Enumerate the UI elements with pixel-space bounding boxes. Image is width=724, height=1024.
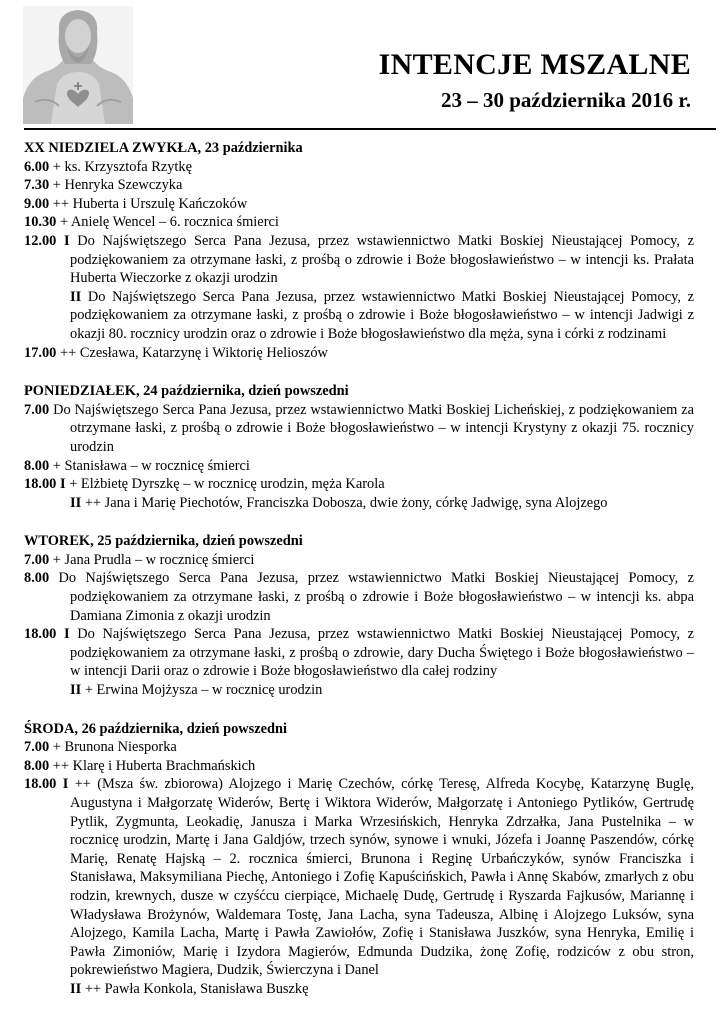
mass-entry: [24, 738, 694, 757]
intention-number: I: [62, 776, 69, 793]
mass-entry: [24, 457, 694, 476]
intention-text: Do Najświętszego Serca Pana Jezusa, przez wstawiennictwo Matki Boskiej Nieustającej Pomocy, z podziękowaniem za otrzymane łaski, z prośbą o zdrowie, dary Ducha Świętego i Boże błogosławieństwo – w intencji Darii oraz o zdrowie i Boże błogosławieństwo dla całej rodziny: [70, 626, 694, 680]
mass-entry: [24, 475, 694, 494]
mass-entry: [24, 494, 694, 513]
day-heading: WTOREK, 25 października, dzień powszedni: [24, 533, 303, 550]
intention-text: Do Najświętszego Serca Pana Jezusa, przez wstawiennictwo Matki Boskiej Nieustającej Pomocy, z podziękowaniem za otrzymane łaski, z prośbą o zdrowie i Boże błogosławieństwo – w intencji Jadwigi z okazji 80. rocznicy urodzin oraz o zdrowie i Boże błogosławieństwo dla męża, syna i córki z rodzinami: [70, 288, 694, 342]
mass-time: 7.00: [24, 401, 50, 418]
mass-entry: [24, 195, 694, 214]
intention-number: II: [70, 494, 82, 511]
date-range: 23 – 30 października 2016 r.: [440, 88, 691, 112]
mass-entry: [24, 176, 694, 195]
intention-text: + Brunona Niesporka: [52, 739, 177, 756]
intention-text: + Elżbietę Dyrszkę – w rocznicę urodzin, męża Karola: [69, 476, 385, 493]
day-section: [24, 382, 694, 512]
mass-time: 7.00: [24, 551, 50, 568]
mass-entry: [24, 213, 694, 232]
mass-entry: [24, 158, 694, 177]
mass-time: 7.30: [24, 177, 50, 194]
intention-text: ++ Pawła Konkola, Stanisława Buszkę: [84, 980, 309, 997]
mass-time: 9.00: [24, 195, 50, 212]
intention-number: II: [70, 682, 82, 699]
mass-time: 6.00: [24, 158, 50, 175]
page-header: [0, 0, 724, 135]
intention-text: Do Najświętszego Serca Pana Jezusa, przez wstawiennictwo Matki Boskiej Licheńskiej, z podziękowaniem za otrzymane łaski, z prośbą o zdrowie i Boże błogosławieństwo – w intencji Krystyny z okazji 75. rocznicy urodzin: [53, 401, 694, 455]
mass-entry: [24, 288, 694, 344]
mass-time: 18.00: [24, 626, 57, 643]
header-divider: [24, 128, 716, 130]
page-title: INTENCJE MSZALNE: [378, 48, 691, 81]
mass-entry: [24, 757, 694, 776]
mass-time: 18.00: [24, 776, 57, 793]
day-heading: PONIEDZIAŁEK, 24 października, dzień powszedni: [24, 383, 349, 400]
intention-text: Do Najświętszego Serca Pana Jezusa, przez wstawiennictwo Matki Boskiej Nieustającej Pomocy, z podziękowaniem za otrzymane łaski, z prośbą o zdrowie i Boże błogosławieństwo – w intencji ks. Prałata Huberta Wieczorke z okazji urodzin: [70, 232, 694, 287]
intention-number: I: [64, 626, 70, 643]
mass-entry: [24, 569, 694, 625]
intention-number: II: [70, 288, 82, 305]
intention-text: ++ Czesława, Katarzynę i Wiktorię Helioszów: [60, 344, 328, 361]
mass-time: 8.00: [24, 570, 50, 587]
intention-number: II: [70, 980, 82, 997]
day-section: [24, 720, 694, 999]
day-section: [24, 139, 694, 362]
mass-entry: [24, 401, 694, 457]
mass-entry: [24, 681, 694, 700]
intention-number: I: [60, 476, 66, 493]
mass-entry: [24, 625, 694, 681]
day-heading: XX NIEDZIELA ZWYKŁA, 23 października: [24, 140, 303, 156]
intention-text: + Henryka Szewczyka: [52, 177, 183, 194]
intention-text: ++ Klarę i Huberta Brachmańskich: [52, 757, 256, 774]
mass-time: 8.00: [24, 457, 50, 474]
mass-entry: [24, 232, 694, 288]
mass-time: 7.00: [24, 739, 50, 756]
intention-text: + Stanisława – w rocznicę śmierci: [52, 457, 250, 474]
mass-time: 10.30: [24, 214, 57, 231]
day-section: [24, 532, 694, 699]
mass-time: 8.00: [24, 757, 50, 774]
mass-entry: [24, 344, 694, 363]
intention-text: + Jana Prudla – w rocznicę śmierci: [52, 551, 255, 568]
intention-text: + Erwina Mojżysza – w rocznicę urodzin: [84, 682, 323, 699]
intention-text: ++ (Msza św. zbiorowa) Alojzego i Marię Czechów, córkę Teresę, Alfreda Kocybę, Katarzynę Buglę, Augustyna i Małgorzatę Widerów, Bertę i Wiktora Widerów, Małgorzatę i Antoniego Pytlików, Gertrudę Pytlik, Zygmunta, Leokadię, Janusza i Marka Wrzesińskich, Henryka Zdrzałka, Jana Pustelnika – w rocznicę urodzin, Martę i Jana Galdjów, trzech synów, synowe i wnuki, Józefa i Joannę Paszendów, córkę Marię, Renatę Hajską – 2. rocznica śmierci, Brunona i Reginę Urbańczyków, synów Franciszka i Stanisława, Maksymiliana Piechę, Antoniego i Zofię Kapuścińskich, Pawła i Annę Skabów, zmarłych z obu rodzin, krewnych, dusze w czyśćcu cierpiące, Michaelę Dudę, Gertrudę i Ryszarda Fajkusów, Mariannę i Władysława Brożynów, Waldemara Tostę, Jana Lacha, syna Tadeusza, Albinę i Alojzego Luksów, syna Alojzego, Kamila Lacha, Martę i Pawła Zawiołów, Zofię i Stanisława Juszków, syna Henryka, Emilię i Pawła Zimoniów, Marię i Izydora Magierów, Edmunda Dudzika, żonę Zofię, rodziców z obu stron, pokrewieństwo Magiera, Dudzik, Świerczyna i Danel: [70, 776, 694, 979]
intention-text: Do Najświętszego Serca Pana Jezusa, przez wstawiennictwo Matki Boskiej Nieustającej Pomocy, z podziękowaniem za otrzymane łaski, z prośbą o zdrowie i Boże błogosławieństwo – w intencji ks. abpa Damiana Zimonia z okazji urodzin: [58, 570, 694, 624]
mass-entry: [24, 551, 694, 570]
mass-time: 18.00: [24, 476, 57, 493]
mass-time: 12.00: [24, 232, 57, 249]
intention-text: + Anielę Wencel – 6. rocznica śmierci: [60, 214, 279, 231]
day-heading: ŚRODA, 26 października, dzień powszedni: [24, 720, 288, 737]
intention-number: I: [64, 232, 70, 249]
intention-text: + ks. Krzysztofa Rzytkę: [52, 158, 192, 175]
mass-entry: [24, 980, 694, 999]
intentions-list: [24, 139, 694, 999]
intention-text: ++ Jana i Marię Piechotów, Franciszka Dobosza, dwie żony, córkę Jadwigę, syna Alojzego: [84, 494, 608, 511]
sacred-heart-statue-image: [23, 6, 133, 124]
intention-text: ++ Huberta i Urszulę Kańczoków: [52, 195, 248, 212]
mass-time: 17.00: [24, 344, 57, 361]
mass-entry: [24, 775, 694, 980]
